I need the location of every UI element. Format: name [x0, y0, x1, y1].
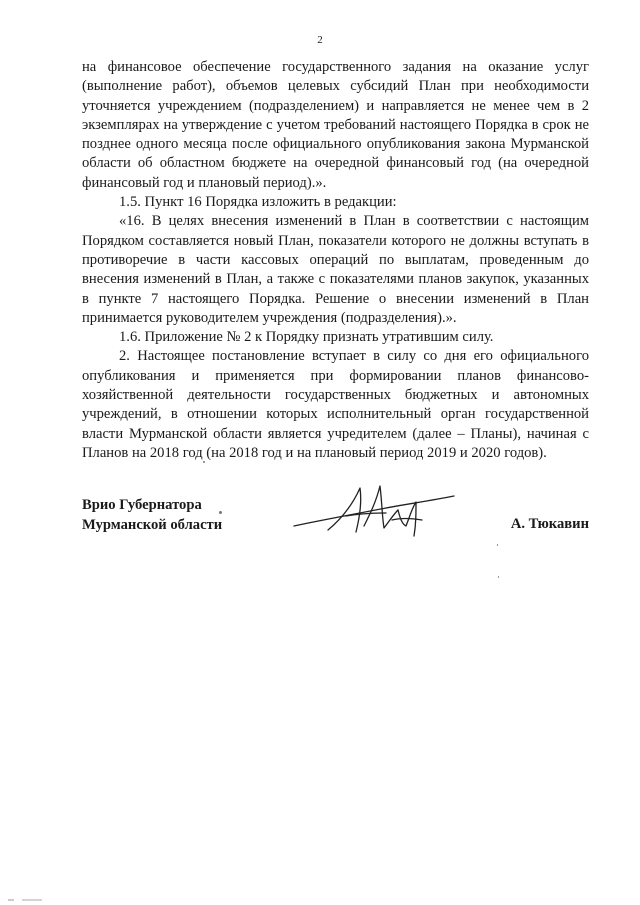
paragraph-item-1-5: 1.5. Пункт 16 Порядка изложить в редакции:: [119, 194, 397, 211]
scan-edge-mark: [8, 899, 48, 901]
scan-speck: [203, 461, 205, 463]
signer-position: [82, 496, 222, 535]
page-number: 2: [317, 34, 323, 46]
document-body: [82, 58, 589, 463]
paragraph-continuation: на финансовое обеспечение государственного задания на оказание услуг (выполнение работ), объемов целевых субсидий План при необходимости уточняется учреждением (подразделением) и направляется не менее чем в 2 экземплярах на утверждение с учетом требований настоящего Порядка в срок не позднее одного месяца после официального опубликования закона Мурманской области об областном бюджете на очередной финансовый год (на очередной финансовый год и плановый период).».: [82, 59, 589, 191]
scan-speck: [498, 576, 499, 578]
handwritten-signature: [288, 480, 458, 542]
signer-name: А. Тюкавин: [510, 516, 589, 532]
paragraph-quoted-point-16: «16. В целях внесения изменений в План в соответствии с настоящим Порядком составляется новый План, показатели которого не должны вступать в противоречие в части кассовых операций по выплатам, проведенным до внесения изменений в План, а также с показателями планов закупок, указанных в пункте 7 настоящего Порядка. Решение о внесении изменений в План принимается руководителем учреждения (подразделения).».: [82, 213, 589, 326]
signer-position-line-2: Мурманской области: [82, 516, 223, 533]
paragraph-item-1-6: 1.6. Приложение № 2 к Порядку признать утратившим силу.: [119, 329, 494, 346]
signer-position-line-1: Врио Губернатора: [82, 497, 202, 513]
scan-speck: [219, 511, 222, 514]
scan-speck: [497, 544, 498, 546]
paragraph-item-2: 2. Настоящее постановление вступает в силу со дня его официального опубликования и применяется при формировании планов финансово-хозяйственной деятельности государственных бюджетных и автономных учреждений, в отношении которых исполнительный орган государственной власти Мурманской области является учредителем (далее – Планы), начиная с Планов на 2018 год (на 2018 год и на плановый период 2019 и 2020 годов).: [82, 348, 589, 461]
